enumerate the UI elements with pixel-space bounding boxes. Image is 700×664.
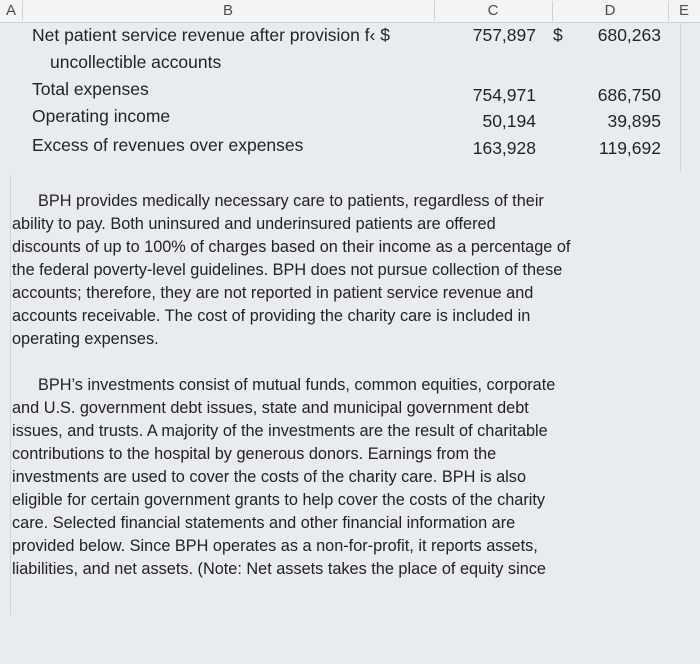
paragraph-line: care. Selected financial statements and other financial information are <box>12 514 516 532</box>
paragraph-line: discounts of up to 100% of charges based on their income as a percentage of <box>12 238 571 256</box>
cell-c-dollar: $ <box>553 25 563 45</box>
row-label-total-expenses[interactable]: Total expenses <box>32 79 149 99</box>
cell-d-operating-income[interactable]: 39,895 <box>607 111 661 131</box>
paragraph-line: and U.S. government debt issues, state and municipal government debt <box>12 399 529 417</box>
cell-d-net-revenue[interactable]: 680,263 <box>597 25 661 45</box>
paragraph-line: liabilities, and net assets. (Note: Net assets takes the place of equity since <box>12 560 546 578</box>
gridline <box>10 175 11 615</box>
column-header-d[interactable]: D <box>552 1 669 21</box>
paragraph-line: the federal poverty-level guidelines. BPH does not pursue collection of these <box>12 261 563 279</box>
column-header-row <box>0 0 700 23</box>
paragraph-line: accounts; therefore, they are not reported in patient service revenue and <box>12 284 534 302</box>
column-header-a[interactable]: A <box>0 1 23 21</box>
paragraph-line: operating expenses. <box>12 330 159 348</box>
row-label-operating-income[interactable]: Operating income <box>32 106 171 126</box>
gridline <box>680 22 681 172</box>
column-header-c[interactable]: C <box>434 1 553 21</box>
row-label-net-revenue[interactable]: Net patient service revenue after provision f‹ $ <box>32 25 390 45</box>
paragraph-investments[interactable] <box>12 374 688 581</box>
paragraph-charity-care[interactable] <box>12 190 688 351</box>
row-label-net-revenue-cont: uncollectible accounts <box>50 52 222 72</box>
cell-c-total-expenses[interactable]: 754,971 <box>472 85 536 105</box>
paragraph-line: provided below. Since BPH operates as a non-for-profit, it reports assets, <box>12 537 538 555</box>
paragraph-line: investments are used to cover the costs of the charity care. BPH is also <box>12 468 526 486</box>
cell-c-net-revenue[interactable]: 757,897 <box>472 25 536 45</box>
paragraph-line: BPH provides medically necessary care to patients, regardless of their <box>38 192 544 210</box>
column-header-e[interactable]: E <box>678 2 689 19</box>
cell-d-total-expenses[interactable]: 686,750 <box>597 85 661 105</box>
paragraph-line: ability to pay. Both uninsured and underinsured patients are offered <box>12 215 496 233</box>
cell-c-operating-income[interactable]: 50,194 <box>482 111 536 131</box>
cell-c-excess-revenues[interactable]: 163,928 <box>472 138 536 158</box>
paragraph-line: BPH’s investments consist of mutual funds, common equities, corporate <box>38 376 556 394</box>
paragraph-line: issues, and trusts. A majority of the investments are the result of charitable <box>12 422 548 440</box>
paragraph-line: accounts receivable. The cost of providing the charity care is included in <box>12 307 531 325</box>
column-header-b[interactable]: B <box>22 1 435 21</box>
row-label-excess-revenues[interactable]: Excess of revenues over expenses <box>32 135 304 155</box>
paragraph-line: eligible for certain government grants to help cover the costs of the charity <box>12 491 546 509</box>
cell-d-excess-revenues[interactable]: 119,692 <box>599 138 661 158</box>
paragraph-line: contributions to the hospital by generous donors. Earnings from the <box>12 445 497 463</box>
